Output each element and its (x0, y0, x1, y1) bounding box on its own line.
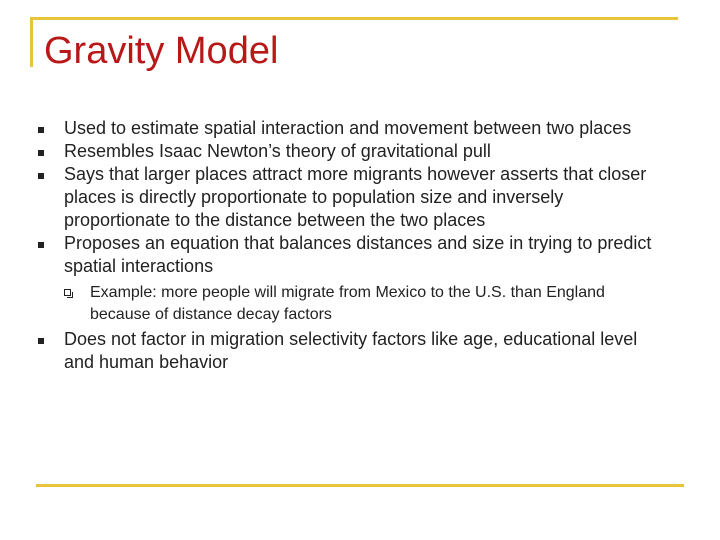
bullet-item (36, 163, 666, 232)
bullet-text: Proposes an equation that balances distances and size in trying to predict spatial interactions (64, 233, 652, 276)
top-accent-rule (30, 17, 678, 20)
bullet-item (36, 232, 666, 326)
left-accent-rule (30, 17, 33, 67)
square-bullet-icon (38, 338, 44, 344)
bullet-item (36, 328, 666, 374)
slide-title: Gravity Model (44, 30, 279, 72)
sub-bullet-text: Example: more people will migrate from Mexico to the U.S. than England because of distance decay factors (90, 284, 605, 323)
bullet-text: Does not factor in migration selectivity factors like age, educational level and human behavior (64, 329, 638, 372)
hollow-square-bullet-icon (64, 289, 71, 296)
square-bullet-icon (38, 242, 44, 248)
bullet-text: Resembles Isaac Newton’s theory of gravitational pull (64, 141, 491, 161)
square-bullet-icon (38, 173, 44, 179)
square-bullet-icon (38, 127, 44, 133)
bottom-accent-rule (36, 484, 684, 487)
bullet-item (36, 117, 666, 140)
bullet-item (36, 140, 666, 163)
bullet-text: Used to estimate spatial interaction and movement between two places (64, 118, 632, 138)
sub-bullet-list (64, 282, 666, 326)
sub-bullet-item (64, 282, 666, 326)
bullet-text: Says that larger places attract more migrants however asserts that closer places is directly proportionate to population size and inversely proportionate to the distance between the two places (64, 164, 647, 230)
square-bullet-icon (38, 150, 44, 156)
bullet-list (36, 117, 666, 374)
